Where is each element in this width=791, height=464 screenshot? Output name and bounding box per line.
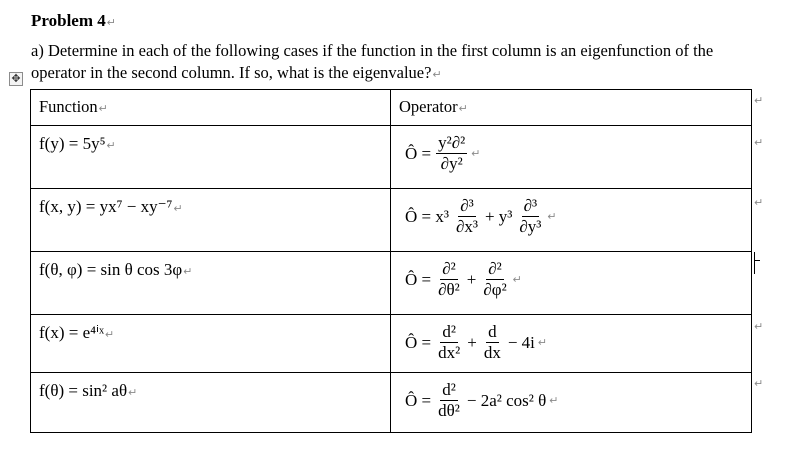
problem-title-text: Problem 4 <box>31 11 106 30</box>
table-row <box>31 315 752 373</box>
table-header-row <box>31 90 752 126</box>
operator-cell[interactable] <box>391 126 752 189</box>
operator-cell[interactable] <box>391 315 752 373</box>
table-resize-marker-icon[interactable] <box>754 252 755 274</box>
fraction-denominator: dx² <box>438 343 461 362</box>
paragraph-mark-icon: ↵ <box>547 211 557 223</box>
paragraph-mark-icon: ↵ <box>512 274 522 286</box>
operator-lhs: Ô = <box>405 390 432 410</box>
problem-title <box>31 11 116 31</box>
end-of-row-mark-icon: ↵ <box>754 320 764 333</box>
fraction-denominator: ∂φ² <box>483 280 507 299</box>
fraction-denominator: dθ² <box>438 401 460 420</box>
function-text: f(θ, φ) = sin θ cos 3φ <box>39 260 183 279</box>
header-function-cell[interactable] <box>31 90 391 126</box>
fraction-denominator: ∂θ² <box>438 280 460 299</box>
paragraph-mark-icon: ↵ <box>432 69 442 81</box>
operator-fraction <box>517 197 543 236</box>
function-cell[interactable] <box>31 373 391 433</box>
operator-fraction <box>481 260 508 299</box>
operator-expression <box>403 197 557 236</box>
table-row <box>31 373 752 433</box>
operator-expression <box>403 323 547 362</box>
paragraph-mark-icon: ↵ <box>458 103 468 115</box>
paragraph-mark-icon: ↵ <box>183 266 193 278</box>
operator-fraction <box>436 260 462 299</box>
function-cell[interactable] <box>31 252 391 315</box>
table-row <box>31 252 752 315</box>
operator-tail: − 2a² cos² θ <box>466 390 547 410</box>
function-cell[interactable] <box>31 126 391 189</box>
header-operator-cell[interactable] <box>391 90 752 126</box>
end-of-row-mark-icon: ↵ <box>754 196 764 209</box>
operator-fraction <box>482 323 503 362</box>
table-move-handle-icon[interactable]: ✥ <box>9 72 23 86</box>
operator-fraction <box>436 381 462 420</box>
function-cell[interactable] <box>31 189 391 252</box>
function-text: f(y) = 5y⁵ <box>39 134 106 153</box>
operator-term-prefix: + <box>467 332 477 352</box>
table-row <box>31 126 752 189</box>
fraction-denominator: dx <box>483 343 501 362</box>
fraction-numerator: y²∂² <box>438 133 466 152</box>
function-cell[interactable] <box>31 315 391 373</box>
operator-fraction <box>436 134 467 173</box>
paragraph-mark-icon: ↵ <box>549 395 559 407</box>
fraction-numerator: ∂³ <box>460 196 474 215</box>
problem-intro <box>31 40 761 86</box>
end-of-row-mark-icon: ↵ <box>754 94 764 107</box>
operator-cell[interactable] <box>391 189 752 252</box>
end-of-row-mark-icon: ↵ <box>754 377 764 390</box>
operator-lhs: Ô = x³ <box>405 206 449 226</box>
function-text: f(x, y) = yx⁷ − xy⁻⁷ <box>39 197 173 216</box>
operator-expression <box>403 134 480 173</box>
fraction-numerator: ∂² <box>488 259 502 278</box>
operator-cell[interactable] <box>391 252 752 315</box>
operator-term-prefix: + <box>466 269 477 289</box>
fraction-numerator: ∂² <box>442 259 456 278</box>
operator-expression <box>403 381 558 420</box>
paragraph-mark-icon: ↵ <box>128 387 138 399</box>
paragraph-mark-icon: ↵ <box>537 337 548 349</box>
end-of-row-mark-icon: ↵ <box>754 136 764 149</box>
fraction-numerator: d² <box>442 322 456 341</box>
operator-lhs: Ô = <box>405 332 432 352</box>
operator-cell[interactable] <box>391 373 752 433</box>
paragraph-mark-icon: ↵ <box>98 103 108 115</box>
operator-expression <box>403 260 522 299</box>
operator-fraction <box>436 323 462 362</box>
fraction-numerator: d² <box>442 380 456 399</box>
function-text: f(θ) = sin² aθ <box>39 381 128 400</box>
paragraph-mark-icon: ↵ <box>106 17 116 29</box>
table-row <box>31 189 752 252</box>
operator-lhs: Ô = <box>405 143 432 163</box>
fraction-denominator: ∂y² <box>440 154 463 173</box>
header-operator-label: Operator <box>399 97 458 116</box>
header-function-label: Function <box>39 97 98 116</box>
paragraph-mark-icon: ↵ <box>173 203 183 215</box>
operator-tail: − 4i <box>507 332 535 352</box>
paragraph-mark-icon: ↵ <box>105 329 115 341</box>
fraction-numerator: ∂³ <box>523 196 538 215</box>
operator-fraction <box>454 197 480 236</box>
operator-lhs: Ô = <box>405 269 432 289</box>
paragraph-mark-icon: ↵ <box>106 140 116 152</box>
fraction-denominator: ∂x³ <box>455 217 478 236</box>
fraction-numerator: d <box>488 322 497 341</box>
eigenfunction-table <box>30 89 752 433</box>
fraction-denominator: ∂y³ <box>519 217 542 236</box>
paragraph-mark-icon: ↵ <box>471 148 481 160</box>
operator-term-prefix: + y³ <box>484 206 513 226</box>
problem-intro-text: a) Determine in each of the following cases if the function in the first column is an eigenfunction of the operator in the second column. If so, what is the eigenvalue? <box>31 41 714 82</box>
function-text: f(x) = e⁴ⁱˣ <box>39 323 104 342</box>
